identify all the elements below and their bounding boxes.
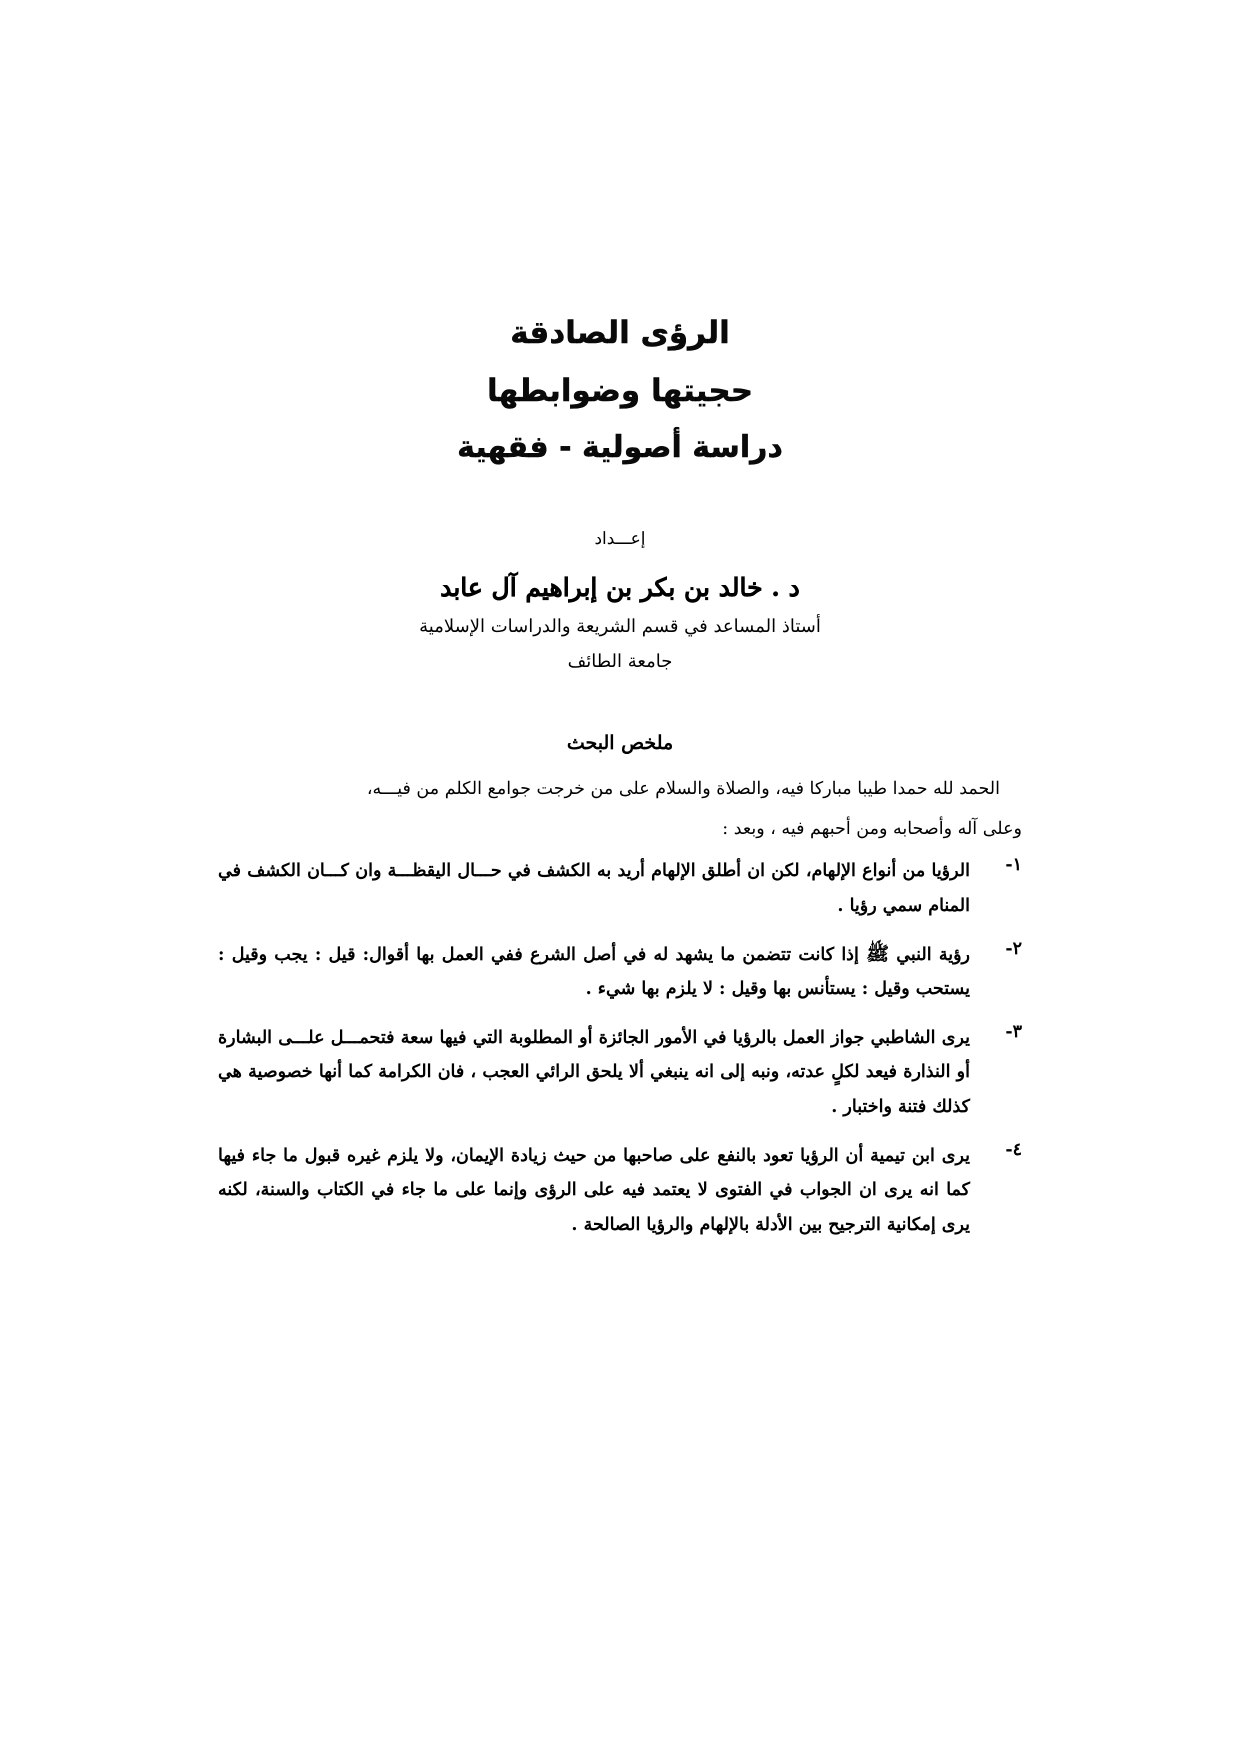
abstract-block xyxy=(0,732,1240,1243)
salla-allahu-alayhi-wa-sallam-icon: ﷺ xyxy=(866,942,890,965)
author-name: د . خالد بن بكر بن إبراهيم آل عابد xyxy=(440,573,800,602)
page-title-line-3: دراسة أصولية - فقهية xyxy=(457,430,783,465)
page-title-line-1: الرؤى الصادقة xyxy=(510,315,730,351)
list-item xyxy=(218,1139,1022,1243)
author-affiliation: أستاذ المساعد في قسم الشريعة والدراسات الإسلامية xyxy=(419,616,821,637)
page-title-line-2: حجيتها وضوابطها xyxy=(486,373,754,409)
list-item xyxy=(218,1021,1022,1125)
list-item-text xyxy=(218,938,970,1007)
list-item-text-before-symbol: رؤية النبي xyxy=(896,944,970,965)
list-item-text: الرؤيا من أنواع الإلهام، لكن ان أطلق الإلهام أريد به الكشف في حـــال اليقظـــة وان كـــان الكشف في المنام سمي رؤيا . xyxy=(218,861,970,916)
list-item-number: ٤- xyxy=(1005,1139,1022,1160)
abstract-heading: ملخص البحث xyxy=(566,732,674,754)
title-block xyxy=(0,315,1240,465)
list-item-number: ٣- xyxy=(1005,1021,1022,1042)
abstract-points-list xyxy=(218,854,1022,1242)
list-item-text-after-symbol: إذا كانت تتضمن ما يشهد له في أصل الشرع ففي العمل بها أقوال: قيل : يجب وقيل : يستحب وقيل : يستأنس بها وقيل : لا يلزم بها شيء . xyxy=(218,944,970,1000)
abstract-intro-line-2: وعلى آله وأصحابه ومن أحبهم فيه ، وبعد : xyxy=(722,819,1022,840)
list-item-number: ١- xyxy=(1005,855,1022,876)
abstract-intro-text-1: الحمد لله حمدا طيبا مباركا فيه، والصلاة والسلام على من خرجت جوامع الكلم من فيـــه، xyxy=(366,779,1000,799)
page-content xyxy=(0,315,1240,1257)
list-item-text: يرى الشاطبي جواز العمل بالرؤيا في الأمور الجائزة أو المطلوبة التي فيها سعة فتحمـــل علـــى البشارة أو النذارة فيعد لكلٍ عدته، ونبه إلى انه ينبغي ألا يلحق الرائي العجب ، فان الكرامة كما أنها خصوصية هي كذلك فتنة واختبار . xyxy=(218,1027,970,1118)
list-item-text: يرى ابن تيمية أن الرؤيا تعود بالنفع على صاحبها من حيث زيادة الإيمان، ولا يلزم غيره قبول ما جاء فيها كما انه يرى ان الجواب في الفتوى لا يعتمد فيه على الرؤى وإنما على ما جاء في الكتاب والسنة، لكنه يرى إمكانية الترجيح بين الأدلة بالإلهام والرؤيا الصالحة . xyxy=(218,1145,970,1236)
list-item-number: ٢- xyxy=(1005,938,1022,959)
abstract-intro-line-1 xyxy=(218,772,1022,806)
list-item xyxy=(218,938,1022,1007)
list-item xyxy=(218,854,1022,923)
author-university: جامعة الطائف xyxy=(567,651,673,672)
author-block xyxy=(0,529,1240,672)
prepared-by-label: إعـــداد xyxy=(594,529,646,549)
